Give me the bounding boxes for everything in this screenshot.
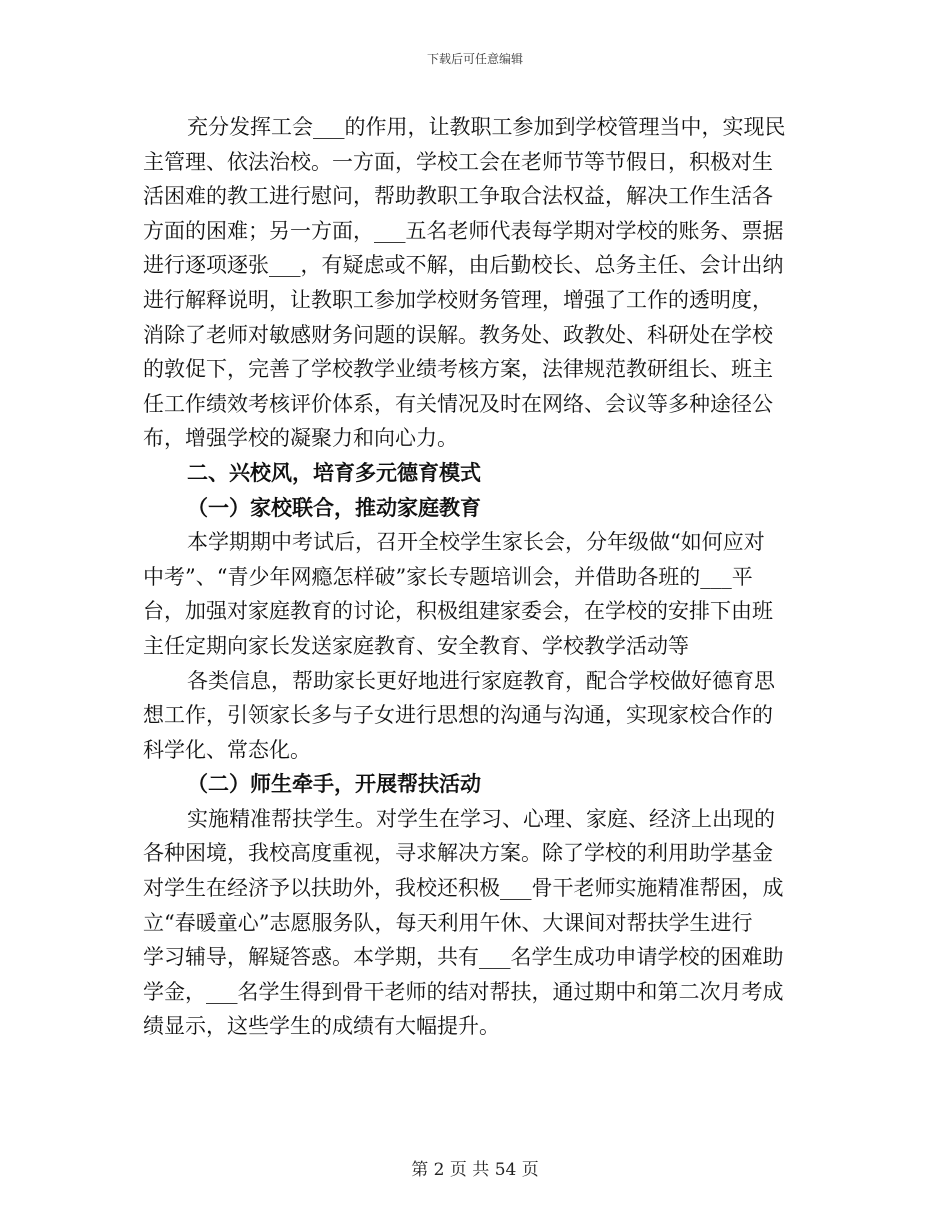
paragraph-line: 学金，___名学生得到骨干老师的结对帮扶，通过期中和第二次月考成: [143, 979, 784, 1004]
paragraph-line: 本学期期中考试后，召开全校学生家长会，分年级做“如何应对: [187, 530, 765, 555]
paragraph-line: 台，加强对家庭教育的讨论，积极组建家委会，在学校的安排下由班: [143, 599, 773, 624]
document-body: [143, 110, 803, 1044]
page-header: 下载后可任意编辑: [426, 52, 523, 66]
paragraph-line: 任工作绩效考核评价体系，有关情况及时在网络、会议等多种途径公: [143, 391, 773, 416]
paragraph-line: 主任定期向家长发送家庭教育、安全教育、学校教学活动等: [143, 633, 689, 658]
paragraph-line: 中考”、“青少年网瘾怎样破”家长专题培训会，并借助各班的___平: [143, 564, 753, 589]
subsection-heading: （一）家校联合，推动家庭教育: [187, 494, 481, 520]
paragraph-line: 布，增强学校的凝聚力和向心力。: [143, 426, 458, 451]
paragraph-line: 进行解释说明，让教职工参加学校财务管理，增强了工作的透明度，: [143, 287, 773, 312]
section-heading: 二、兴校风，培育多元德育模式: [187, 459, 481, 485]
paragraph-line: 充分发挥工会___的作用，让教职工参加到学校管理当中，实现民: [187, 115, 786, 139]
paragraph-line: 消除了老师对敏感财务问题的误解。教务处、政教处、科研处在学校: [143, 322, 773, 347]
paragraph-line: 对学生在经济予以扶助外，我校还积极___骨干老师实施精准帮困，成: [143, 876, 784, 901]
paragraph-line: 实施精准帮扶学生。对学生在学习、心理、家庭、经济上出现的: [187, 806, 775, 831]
paragraph-line: 各类信息，帮助家长更好地进行家庭教育，配合学校做好德育思: [187, 668, 775, 693]
paragraph-line: 方面的困难；另一方面，___五名老师代表每学期对学校的账务、票据: [143, 218, 784, 243]
subsection-heading: （二）师生牵手，开展帮扶活动: [187, 771, 481, 797]
paragraph-line: 活困难的教工进行慰问，帮助教职工争取合法权益，解决工作生活各: [143, 184, 773, 209]
paragraph-line: 的敦促下，完善了学校教学业绩考核方案，法律规范教研组长、班主: [143, 357, 773, 382]
paragraph-line: 各种困境，我校高度重视，寻求解决方案。除了学校的利用助学基金: [143, 841, 773, 866]
paragraph-line: 学习辅导，解疑答惑。本学期，共有___名学生成功申请学校的困难助: [143, 945, 784, 970]
paragraph-line: 想工作，引领家长多与子女进行思想的沟通与沟通，实现家校合作的: [143, 703, 773, 728]
paragraph-line: 绩显示，这些学生的成绩有大幅提升。: [143, 1014, 500, 1039]
paragraph-line: 科学化、常态化。: [143, 737, 311, 762]
page-number-footer: 第 2 页 共 54 页: [411, 1160, 539, 1180]
paragraph-line: 主管理、依法治校。一方面，学校工会在老师节等节假日，积极对生: [143, 149, 773, 174]
paragraph-line: 立“春暖童心”志愿服务队，每天利用午休、大课间对帮扶学生进行: [143, 910, 753, 935]
paragraph-line: 进行逐项逐张___，有疑虑或不解，由后勤校长、总务主任、会计出纳: [143, 253, 784, 278]
